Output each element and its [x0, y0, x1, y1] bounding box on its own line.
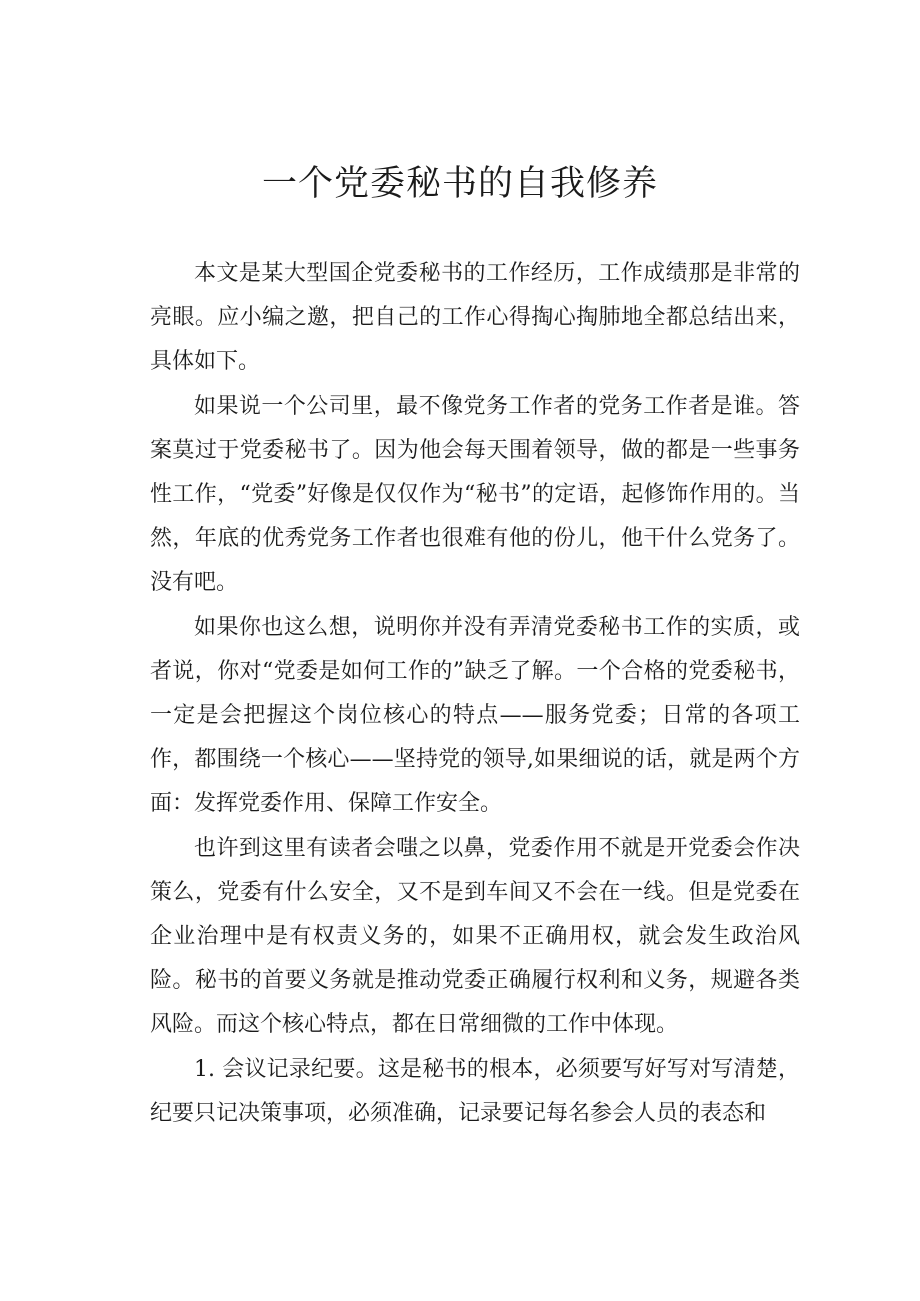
document-title: 一个党委秘书的自我修养 — [261, 164, 658, 204]
paragraph-party-committee-role: 也许到这里有读者会嗤之以鼻，党委作用不就是开党委会作决策么，党委有什么安全，又不是到车间又不会在一线。但是党委在企业治理中是有权责义务的，如果不正确用权，就会发生政治风险。秘书的首要义务就是推动党委正确履行权利和义务，规避各类风险。而这个核心特点，都在日常细微的工作中体现。 — [150, 835, 800, 1038]
paragraph-meeting-minutes: 1. 会议记录纪要。这是秘书的根本，必须要写好写对写清楚，纪要只记决策事项，必须准确，记录要记每名参会人员的表态和 — [150, 1056, 800, 1126]
document-body — [150, 252, 800, 1136]
paragraph-intro: 本文是某大型国企党委秘书的工作经历，工作成绩那是非常的亮眼。应小编之邀，把自己的工作心得掏心掏肺地全都总结出来，具体如下。 — [150, 261, 800, 375]
paragraph-who-is-party-worker: 如果说一个公司里，最不像党务工作者的党务工作者是谁。答案莫过于党委秘书了。因为他会每天围着领导，做的都是一些事务性工作，“党委”好像是仅仅作为“秘书”的定语，起修饰作用的。当然，年底的优秀党务工作者也很难有他的份儿，他干什么党务了。没有吧。 — [150, 393, 800, 596]
paragraph-essence-of-secretary: 如果你也这么想，说明你并没有弄清党委秘书工作的实质，或者说，你对“党委是如何工作的”缺乏了解。一个合格的党委秘书，一定是会把握这个岗位核心的特点——服务党委；日常的各项工作，都围绕一个核心——坚持党的领导,如果细说的话，就是两个方面：发挥党委作用、保障工作安全。 — [150, 614, 800, 817]
